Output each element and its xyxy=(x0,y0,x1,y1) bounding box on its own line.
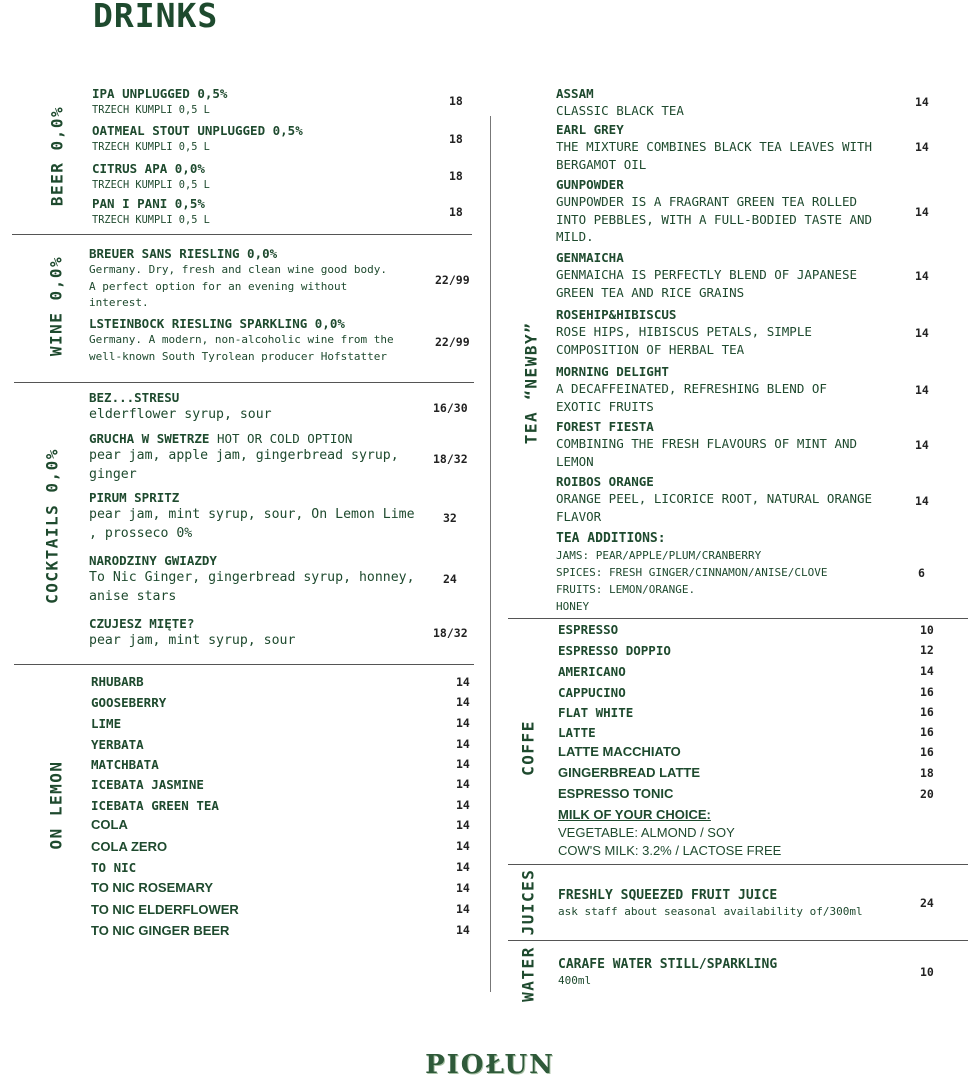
column-divider xyxy=(490,116,491,992)
item-price: 18 xyxy=(449,205,463,219)
item-desc: TRZECH KUMPLI 0,5 L xyxy=(92,179,210,191)
item-price: 6 xyxy=(918,566,925,580)
item-price: 14 xyxy=(456,839,470,853)
menu-item xyxy=(556,177,872,246)
item-price: 16 xyxy=(920,685,934,699)
item-price: 14 xyxy=(456,881,470,895)
menu-item-tea-additions xyxy=(556,531,828,615)
item-price: 14 xyxy=(456,737,470,751)
page-title: DRINKS xyxy=(93,0,219,35)
item-price: 24 xyxy=(443,572,457,586)
item-name: ICEBATA GREEN TEA xyxy=(91,798,219,813)
menu-item xyxy=(92,86,227,118)
item-desc: pear jam, apple jam, gingerbread syrup, ginger xyxy=(89,448,399,482)
divider xyxy=(508,940,968,941)
item-price: 14 xyxy=(456,923,470,937)
item-name: ICEBATA JASMINE xyxy=(91,777,204,792)
item-price: 14 xyxy=(915,205,929,219)
item-price: 22/99 xyxy=(435,273,470,287)
item-name: YERBATA xyxy=(91,737,144,752)
section-label-cocktails: COCKTAILS 0,0% xyxy=(42,448,62,604)
item-desc: ORANGE PEEL, LICORICE ROOT, NATURAL ORANGE FLAVOR xyxy=(556,491,873,524)
item-desc: ROSE HIPS, HIBISCUS PETALS, SIMPLE COMPOSITION OF HERBAL TEA xyxy=(556,324,812,357)
item-price: 22/99 xyxy=(435,335,470,349)
item-name: TEA ADDITIONS: xyxy=(556,531,666,546)
item-price: 14 xyxy=(456,716,470,730)
item-price: 14 xyxy=(456,777,470,791)
item-name: ASSAM xyxy=(556,86,594,101)
divider xyxy=(508,618,968,619)
item-price: 18 xyxy=(920,766,934,780)
milk-title: MILK OF YOUR CHOICE: xyxy=(558,807,711,822)
menu-item xyxy=(556,474,872,525)
item-name: BEZ...STRESU xyxy=(89,390,180,405)
item-price: 14 xyxy=(915,140,929,154)
item-desc: TRZECH KUMPLI 0,5 L xyxy=(92,141,210,153)
menu-item xyxy=(556,86,684,120)
item-name: LIME xyxy=(91,716,122,731)
item-name: TO NIC ROSEMARY xyxy=(91,880,214,895)
item-price: 12 xyxy=(920,643,934,657)
item-name: MATCHBATA xyxy=(91,757,159,772)
item-price: 14 xyxy=(456,798,470,812)
item-price: 14 xyxy=(456,818,470,832)
menu-item xyxy=(556,364,827,415)
item-price: 18/32 xyxy=(433,626,468,640)
item-price: 14 xyxy=(456,675,470,689)
item-desc: pear jam, mint syrup, sour xyxy=(89,633,296,648)
item-price: 16/30 xyxy=(433,401,468,415)
item-desc: CLASSIC BLACK TEA xyxy=(556,103,684,118)
item-name: LATTE xyxy=(558,725,596,740)
item-name: TO NIC GINGER BEER xyxy=(91,923,230,938)
item-price: 14 xyxy=(915,326,929,340)
item-name: GENMAICHA xyxy=(556,250,624,265)
milk-options xyxy=(558,806,781,860)
item-desc: Germany. Dry, fresh and clean wine good body. A perfect option for an evening without interest. xyxy=(89,263,388,309)
item-desc: elderflower syrup, sour xyxy=(89,407,272,422)
item-name: GRUCHA W SWETRZE HOT OR COLD OPTION xyxy=(89,431,353,446)
milk-vegetable: VEGETABLE: ALMOND / SOY xyxy=(558,825,735,840)
milk-cows: COW'S MILK: 3.2% / LACTOSE FREE xyxy=(558,843,782,858)
item-desc: TRZECH KUMPLI 0,5 L xyxy=(92,214,210,226)
item-desc: pear jam, mint syrup, sour, On Lemon Lime , prosseco 0% xyxy=(89,507,415,541)
item-price: 14 xyxy=(456,902,470,916)
item-name: COLA xyxy=(91,817,128,832)
divider xyxy=(12,234,472,235)
item-name: FRESHLY SQUEEZED FRUIT JUICE xyxy=(558,888,778,903)
item-price: 32 xyxy=(443,511,457,525)
item-name: CAPPUCINO xyxy=(558,685,626,700)
item-price: 16 xyxy=(920,745,934,759)
item-name: GINGERBREAD LATTE xyxy=(558,765,701,780)
divider xyxy=(14,664,474,665)
item-name: MORNING DELIGHT xyxy=(556,364,669,379)
item-name: CZUJESZ MIĘTE? xyxy=(89,616,195,631)
item-desc: THE MIXTURE COMBINES BLACK TEA LEAVES WITH BERGAMOT OIL xyxy=(556,139,873,172)
item-price: 14 xyxy=(915,383,929,397)
item-desc: To Nic Ginger, gingerbread syrup, honney, anise stars xyxy=(89,570,415,604)
item-name: ROIBOS ORANGE xyxy=(556,474,654,489)
item-name: CITRUS APA 0,0% xyxy=(92,161,205,176)
item-price: 16 xyxy=(920,705,934,719)
section-label-coffee: COFFE xyxy=(518,720,538,776)
item-name: PIRUM SPRITZ xyxy=(89,490,180,505)
item-name: FLAT WHITE xyxy=(558,705,634,720)
item-price: 14 xyxy=(915,95,929,109)
item-price: 18 xyxy=(449,94,463,108)
item-price: 14 xyxy=(456,757,470,771)
item-name: RHUBARB xyxy=(91,674,144,689)
divider xyxy=(508,864,968,865)
section-label-beer: BEER 0,0% xyxy=(47,105,67,207)
menu-item xyxy=(92,196,210,228)
item-desc: GUNPOWDER IS A FRAGRANT GREEN TEA ROLLED INTO PEBBLES, WITH A FULL-BODIED TASTE AND MILD. xyxy=(556,194,873,244)
menu-item xyxy=(89,246,387,312)
item-price: 14 xyxy=(915,269,929,283)
menu-item-water xyxy=(558,957,777,990)
item-name: LATTE MACCHIATO xyxy=(558,744,681,759)
menu-item xyxy=(556,307,812,358)
item-name: AMERICANO xyxy=(558,664,626,679)
item-price: 16 xyxy=(920,725,934,739)
menu-item xyxy=(89,553,415,606)
item-desc: ask staff about seasonal availability of/300ml xyxy=(558,905,863,918)
item-name: ESPRESSO xyxy=(558,622,619,637)
item-name: GOOSEBERRY xyxy=(91,695,167,710)
item-desc: GENMAICHA IS PERFECTLY BLEND OF JAPANESE GREEN TEA AND RICE GRAINS xyxy=(556,267,858,300)
item-price: 20 xyxy=(920,787,934,801)
item-name: OATMEAL STOUT UNPLUGGED 0,5% xyxy=(92,123,303,138)
item-name: PAN I PANI 0,5% xyxy=(92,196,205,211)
menu-item xyxy=(89,390,272,425)
item-price: 14 xyxy=(920,664,934,678)
item-price: 18 xyxy=(449,132,463,146)
item-price: 14 xyxy=(915,438,929,452)
item-name: NARODZINY GWIAZDY xyxy=(89,553,217,568)
item-price: 10 xyxy=(920,965,934,979)
item-desc: 400ml xyxy=(558,974,592,987)
divider xyxy=(14,382,474,383)
item-name: LSTEINBOCK RIESLING SPARKLING 0,0% xyxy=(89,316,345,331)
item-desc: Germany. A modern, non-alcoholic wine from the well-known South Tyrolean producer Hofstatter xyxy=(89,333,394,363)
menu-item xyxy=(89,490,415,543)
section-label-juices: JUICES xyxy=(518,868,538,936)
item-price: 14 xyxy=(456,860,470,874)
item-name: FOREST FIESTA xyxy=(556,419,654,434)
brand-logo: PIOŁUN xyxy=(425,1050,555,1080)
item-name: ESPRESSO TONIC xyxy=(558,786,674,801)
menu-item xyxy=(89,431,399,484)
item-name: GUNPOWDER xyxy=(556,177,624,192)
menu-item xyxy=(89,316,394,365)
item-desc: JAMS: PEAR/APPLE/PLUM/CRANBERRY SPICES: FRESH GINGER/CINNAMON/ANISE/CLOVE FRUITS: LEMON/ORANGE. HONEY xyxy=(556,549,828,613)
section-label-water: WATER xyxy=(518,946,538,1002)
section-label-wine: WINE 0,0% xyxy=(46,255,66,357)
section-label-on-lemon: ON LEMON xyxy=(46,760,66,850)
menu-item-juice xyxy=(558,888,863,921)
item-desc: A DECAFFEINATED, REFRESHING BLEND OF EXOTIC FRUITS xyxy=(556,381,827,414)
item-price: 14 xyxy=(456,695,470,709)
item-name: COLA ZERO xyxy=(91,839,168,854)
section-label-tea: TEA “NEWBY” xyxy=(521,321,541,445)
item-name: ROSEHIP&HIBISCUS xyxy=(556,307,677,322)
item-desc: COMBINING THE FRESH FLAVOURS OF MINT AND LEMON xyxy=(556,436,858,469)
menu-item xyxy=(92,161,210,193)
item-price: 14 xyxy=(915,494,929,508)
menu-item xyxy=(556,122,872,173)
item-name: IPA UNPLUGGED 0,5% xyxy=(92,86,228,101)
menu-item xyxy=(89,616,295,651)
menu-item xyxy=(556,419,857,470)
item-name: BREUER SANS RIESLING 0,0% xyxy=(89,246,278,261)
item-name: TO NIC xyxy=(91,860,137,875)
item-name: CARAFE WATER STILL/SPARKLING xyxy=(558,957,778,972)
item-name: TO NIC ELDERFLOWER xyxy=(91,902,239,917)
item-price: 18/32 xyxy=(433,452,468,466)
item-name: ESPRESSO DOPPIO xyxy=(558,643,671,658)
item-price: 18 xyxy=(449,169,463,183)
item-price: 24 xyxy=(920,896,934,910)
menu-item xyxy=(92,123,303,155)
item-name: EARL GREY xyxy=(556,122,624,137)
item-price: 10 xyxy=(920,623,934,637)
menu-item xyxy=(556,250,857,301)
item-desc: TRZECH KUMPLI 0,5 L xyxy=(92,104,210,116)
